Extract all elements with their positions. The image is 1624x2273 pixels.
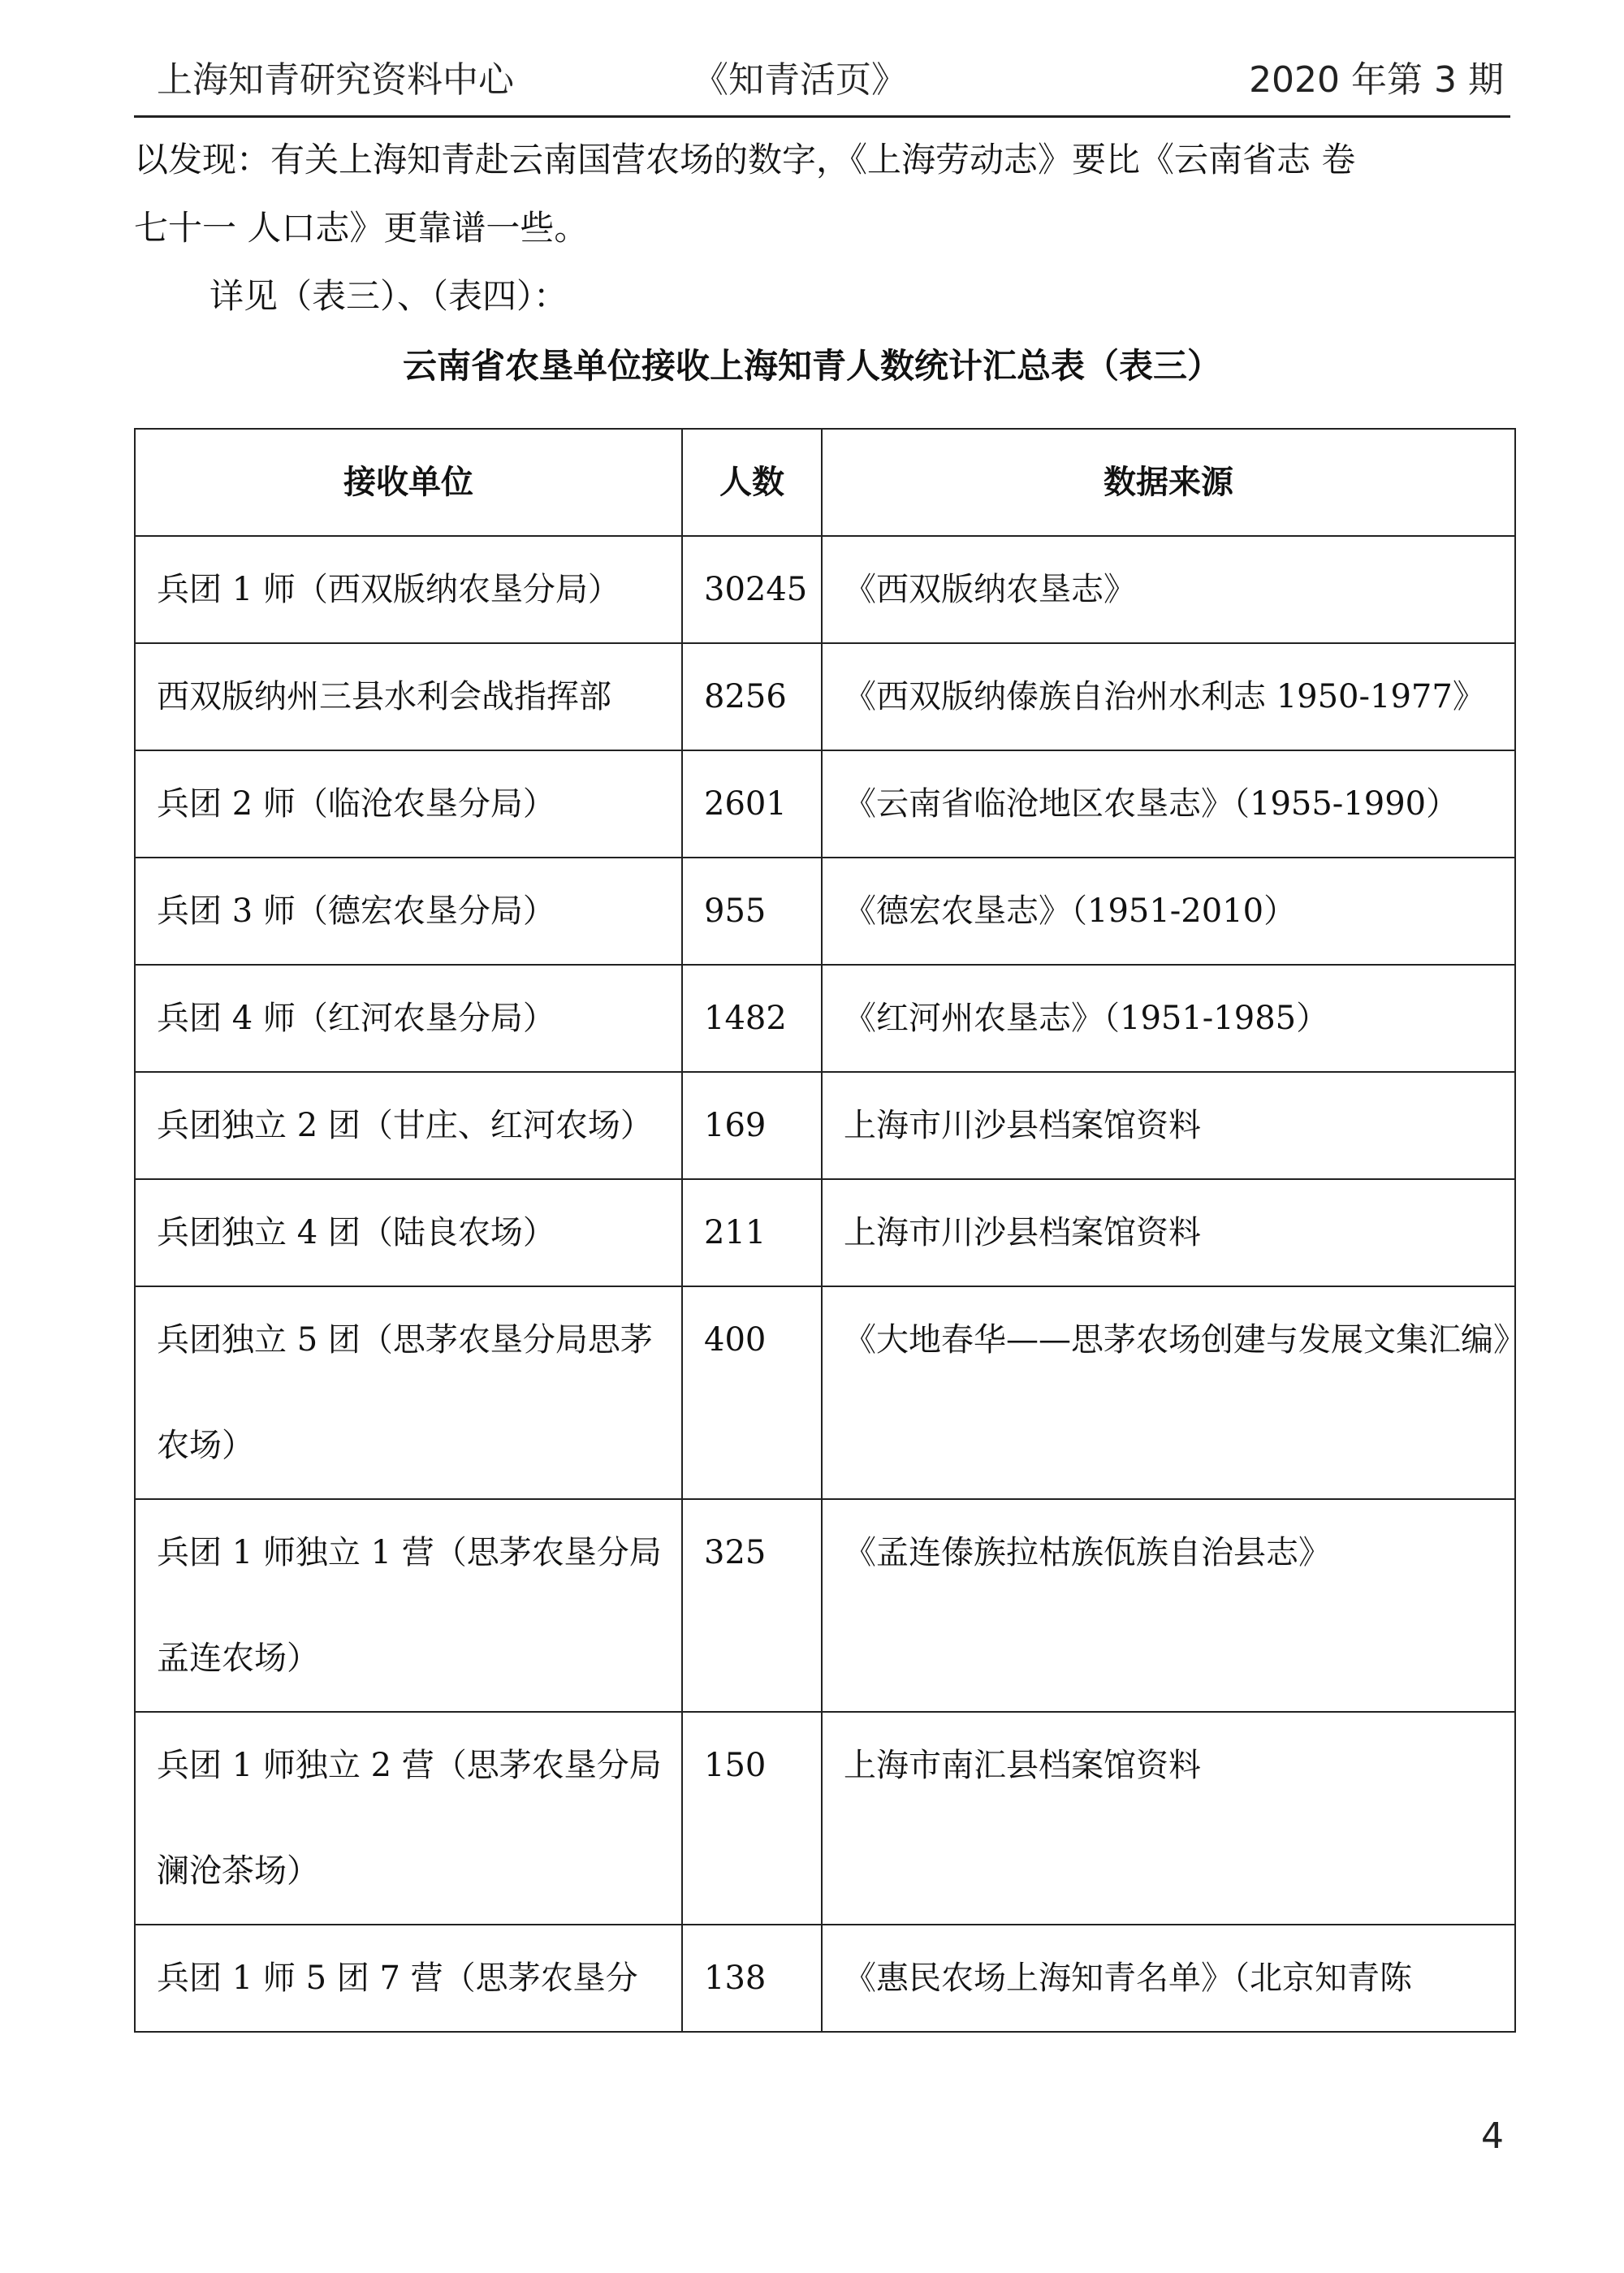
table-row: [135, 1072, 1515, 1179]
page-number: 4: [1481, 2115, 1504, 2157]
body-paragraph-line-2: 七十一 人口志》更靠谱一些。: [134, 208, 589, 248]
cell-unit: 兵团 1 师（西双版纳农垦分局）: [135, 536, 682, 643]
cell-source: 《大地春华——思茅农场创建与发展文集汇编》: [822, 1286, 1515, 1499]
cell-unit: 兵团 1 师 5 团 7 营（思茅农垦分: [135, 1925, 682, 2032]
body-paragraph-see-tables: 详见（表三）、（表四）：: [209, 276, 568, 316]
cell-count: 150: [682, 1712, 822, 1925]
table-row: [135, 1925, 1515, 2032]
cell-count: 2601: [682, 750, 822, 858]
cell-count: 30245: [682, 536, 822, 643]
header-issue: 2020 年第 3 期: [1249, 59, 1504, 101]
column-header-unit: 接收单位: [135, 429, 682, 536]
cell-source: 《西双版纳傣族自治州水利志 1950-1977》: [822, 643, 1515, 750]
cell-source: 《西双版纳农垦志》: [822, 536, 1515, 643]
header-publication: 《知青活页》: [693, 59, 907, 101]
cell-source: 上海市川沙县档案馆资料: [822, 1072, 1515, 1179]
table-header-row: [135, 429, 1515, 536]
cell-source: 《德宏农垦志》（1951-2010）: [822, 858, 1515, 965]
table-row: [135, 1712, 1515, 1925]
cell-count: 211: [682, 1179, 822, 1286]
cell-source: 《云南省临沧地区农垦志》（1955-1990）: [822, 750, 1515, 858]
cell-unit: 兵团 3 师（德宏农垦分局）: [135, 858, 682, 965]
header-org: 上海知青研究资料中心: [157, 59, 514, 101]
cell-unit: 兵团 2 师（临沧农垦分局）: [135, 750, 682, 858]
table-row: [135, 1499, 1515, 1712]
cell-source: 上海市南汇县档案馆资料: [822, 1712, 1515, 1925]
table-row: [135, 965, 1515, 1072]
body-paragraph-line-1: 以发现：有关上海知青赴云南国营农场的数字，《上海劳动志》要比《云南省志 卷: [134, 140, 1356, 179]
cell-unit: 兵团 4 师（红河农垦分局）: [135, 965, 682, 1072]
cell-source: 《惠民农场上海知青名单》（北京知青陈: [822, 1925, 1515, 2032]
table-title: 云南省农垦单位接收上海知青人数统计汇总表（表三）: [402, 346, 1221, 386]
cell-unit: 兵团 1 师独立 1 营（思茅农垦分局孟连农场）: [135, 1499, 682, 1712]
table-row: [135, 643, 1515, 750]
cell-count: 169: [682, 1072, 822, 1179]
cell-count: 1482: [682, 965, 822, 1072]
cell-count: 325: [682, 1499, 822, 1712]
cell-unit: 兵团独立 2 团（甘庄、红河农场）: [135, 1072, 682, 1179]
column-header-source: 数据来源: [822, 429, 1515, 536]
cell-unit: 兵团 1 师独立 2 营（思茅农垦分局澜沧茶场）: [135, 1712, 682, 1925]
table-row: [135, 858, 1515, 965]
cell-unit: 兵团独立 4 团（陆良农场）: [135, 1179, 682, 1286]
cell-unit: 兵团独立 5 团（思茅农垦分局思茅农场）: [135, 1286, 682, 1499]
table-row: [135, 1286, 1515, 1499]
table-row: [135, 1179, 1515, 1286]
cell-source: 上海市川沙县档案馆资料: [822, 1179, 1515, 1286]
table-row: [135, 536, 1515, 643]
cell-count: 138: [682, 1925, 822, 2032]
cell-source: 《孟连傣族拉枯族佤族自治县志》: [822, 1499, 1515, 1712]
cell-source: 《红河州农垦志》（1951-1985）: [822, 965, 1515, 1072]
page-header: [134, 0, 1510, 118]
cell-count: 955: [682, 858, 822, 965]
table-row: [135, 750, 1515, 858]
cell-unit: 西双版纳州三县水利会战指挥部: [135, 643, 682, 750]
column-header-count: 人数: [682, 429, 822, 536]
cell-count: 8256: [682, 643, 822, 750]
statistics-table: [134, 428, 1526, 2033]
cell-count: 400: [682, 1286, 822, 1499]
